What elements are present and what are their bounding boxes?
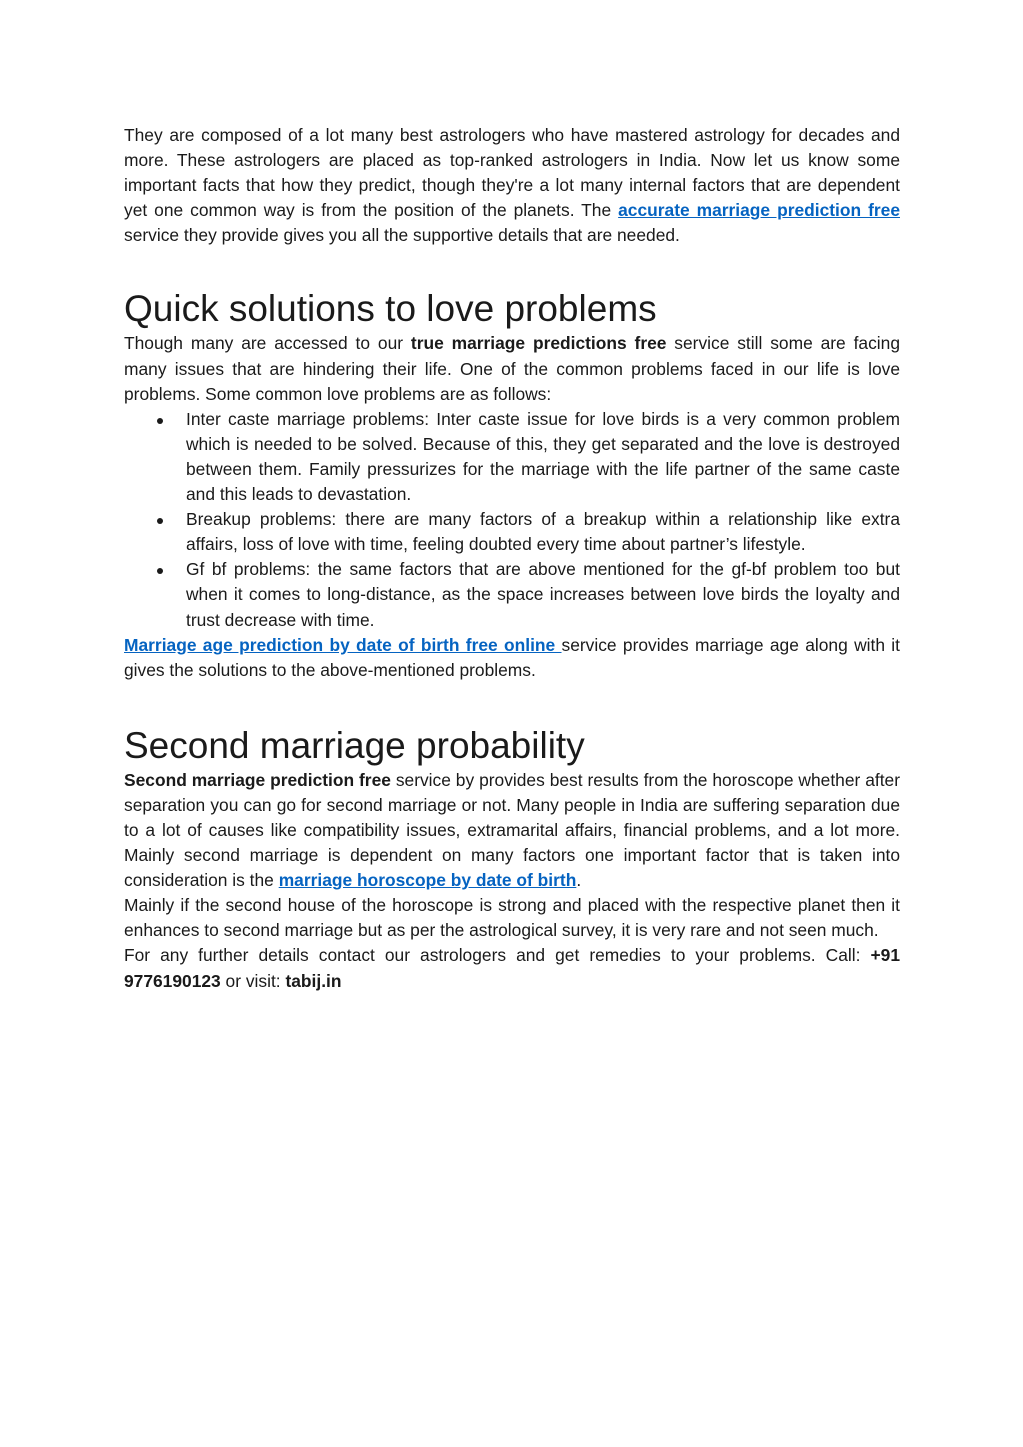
accurate-marriage-prediction-link[interactable]: accurate marriage prediction free xyxy=(618,200,900,221)
intro-text-end: service they provide gives you all the supportive details that are needed. xyxy=(124,225,680,246)
intro-text: They are composed of a lot many best astrologers who have mastered astrology for decades and more. These astrologers are placed as top-ranked astrologers in India. Now let us know some important facts that how they predict, though they're a lot many internal factors that are dependent yet one common way is from the position of the planets. The xyxy=(124,125,900,221)
love-intro-text: Though many are accessed to our xyxy=(124,333,411,354)
intro-paragraph xyxy=(124,123,900,248)
love-intro-bold: true marriage predictions free xyxy=(410,333,667,354)
second-marriage-bold: Second marriage prediction free xyxy=(124,769,391,790)
list-item-text: Breakup problems: there are many factors of a breakup within a relationship like extra affairs, loss of love with time, feeling doubted every time about partner’s lifestyle. xyxy=(186,509,900,555)
document-page xyxy=(124,123,900,994)
second-marriage-paragraph xyxy=(124,768,900,893)
love-problems-list xyxy=(124,407,900,633)
second-house-paragraph: Mainly if the second house of the horoscope is strong and placed with the respective planet then it enhances to second marriage but as per the astrological survey, it is very rare and not seen much. xyxy=(124,895,900,941)
love-intro-paragraph xyxy=(124,331,900,406)
second-marriage-end: . xyxy=(576,870,582,891)
love-closing-paragraph xyxy=(124,633,900,683)
marriage-age-prediction-link[interactable]: Marriage age prediction by date of birth free online xyxy=(124,634,562,655)
list-item-text: Gf bf problems: the same factors that are above mentioned for the gf-bf problem too but when it comes to long-distance, as the space increases between love birds the loyalty and trust decrease with time. xyxy=(186,559,900,630)
love-problems-heading: Quick solutions to love problems xyxy=(124,288,657,330)
bullet-icon xyxy=(157,418,163,424)
list-item xyxy=(124,507,900,557)
list-item xyxy=(124,557,900,632)
list-item-text: Inter caste marriage problems: Inter caste issue for love birds is a very common problem which is needed to be solved. Because of this, they get separated and the love is destroyed between them. Family pressurizes for the marriage with the life partner of the same caste and this leads to devastation. xyxy=(186,408,900,505)
contact-mid-text: or visit: xyxy=(220,970,286,991)
love-closing-text: service provides marriage age along with it gives the solutions to the above-mentioned problems. xyxy=(124,634,900,680)
list-item xyxy=(124,407,900,507)
second-marriage-text: service by provides best results from the horoscope whether after separation you can go for second marriage or not. Many people in India are suffering separation due to a lot of causes like compatibility issues, extramarital affairs, financial problems, and a lot more. Mainly second marriage is dependent on many factors one important factor that is taken into consideration is the xyxy=(124,769,900,891)
second-marriage-heading: Second marriage probability xyxy=(124,724,585,766)
contact-website: tabij.in xyxy=(285,970,342,991)
contact-text: For any further details contact our astrologers and get remedies to your problems. Call: xyxy=(124,945,871,966)
bullet-icon xyxy=(157,518,163,524)
contact-paragraph xyxy=(124,943,900,993)
contact-phone: +91 9776190123 xyxy=(124,945,900,991)
love-intro-text-end: service still some are facing many issues that are hindering their life. One of the common problems faced in our life is love problems. Some common love problems are as follows: xyxy=(124,333,900,404)
bullet-icon xyxy=(157,568,163,574)
marriage-horoscope-link[interactable]: marriage horoscope by date of birth xyxy=(278,870,577,891)
